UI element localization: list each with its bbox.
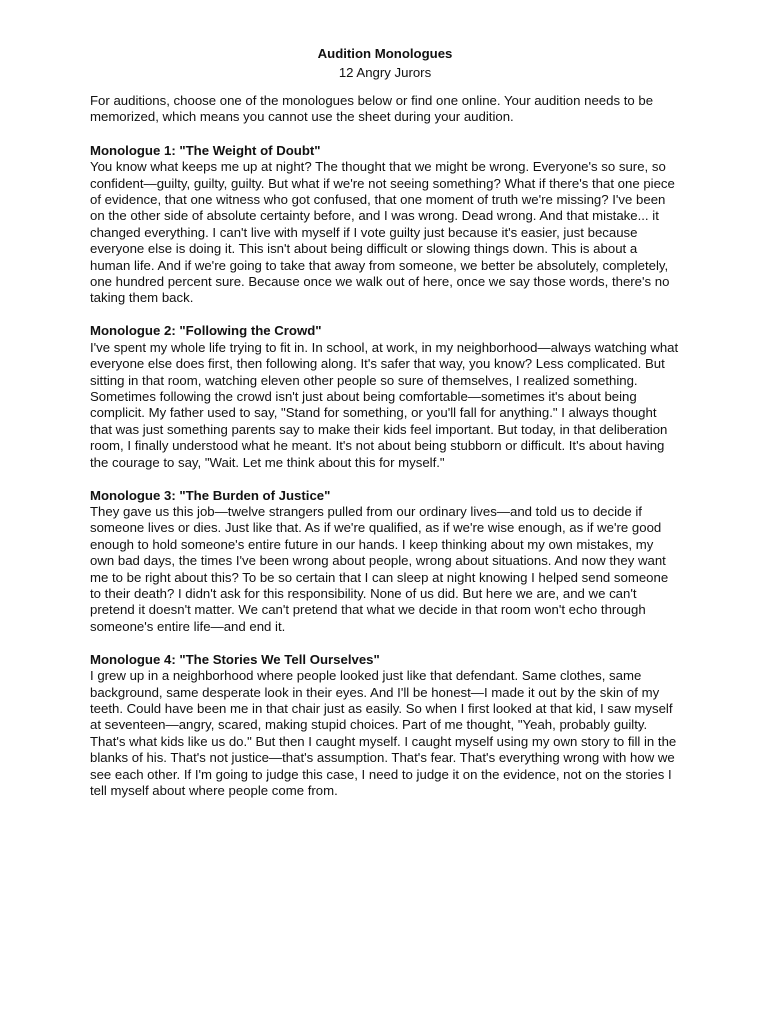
document-page bbox=[90, 44, 680, 816]
document-title: Audition Monologues bbox=[317, 46, 453, 61]
monologue-text: I grew up in a neighborhood where people looked just like that defendant. Same clothes, same background, same desperate look in their eyes. And I'll be honest—I made it out by the skin of my teeth. Could have been me in that chair just as easily. So when I first looked at that kid, I saw myself at seventeen—angry, scared, making stupid choices. Part of me thought, "Yeah, probably guilty. That's what kids like us do." But then I caught myself. I caught myself using my own story to fill in the blanks of his. That's not justice—that's assumption. That's fear. That's everything wrong with how we see each other. If I'm going to judge this case, I need to judge it on the evidence, not on the stories I tell myself about where people come from. bbox=[90, 668, 677, 798]
monologue-text: They gave us this job—twelve strangers pulled from our ordinary lives—and told us to decide if someone lives or dies. Just like that. As if we're qualified, as if we're wise enough, as if we're good enough to hold someone's entire future in our hands. I keep thinking about my own mistakes, my own bad days, the times I've been wrong about people, wrong about situations. And now they want me to be right about this? To be so certain that I can sleep at night knowing I helped send someone to their death? I didn't ask for this responsibility. None of us did. But here we are, and we can't pretend it doesn't matter. We can't pretend that what we decide in that room won't echo through someone's entire life—and end it. bbox=[90, 503, 669, 634]
monologue-heading: Monologue 1: "The Weight of Doubt" bbox=[90, 142, 321, 158]
document-subtitle: 12 Angry Jurors bbox=[338, 65, 432, 80]
intro-paragraph: For auditions, choose one of the monologues below or find one online. Your audition needs to be memorized, which means you cannot use the sheet during your audition. bbox=[90, 93, 654, 125]
monologue-heading: Monologue 2: "Following the Crowd" bbox=[90, 323, 322, 339]
monologue-4 bbox=[90, 652, 680, 800]
monologue-heading: Monologue 4: "The Stories We Tell Ourselves" bbox=[90, 651, 380, 667]
monologue-heading: Monologue 3: "The Burden of Justice" bbox=[90, 487, 331, 503]
monologue-text: I've spent my whole life trying to fit in. In school, at work, in my neighborhood—always watching what everyone else does first, then following along. It's safer that way, you know? Less complicated. But sitting in that room, watching eleven other people so sure of themselves, I realized something. Sometimes following the crowd isn't just about being comfortable—sometimes it's about being complicit. My father used to say, "Stand for something, or you'll fall for anything." I always thought that was just something parents say to make their kids feel important. But today, in that deliberation room, I finally understood what he meant. It's not about being stubborn or difficult. It's about having the courage to say, "Wait. Let me think about this for myself." bbox=[90, 339, 679, 470]
monologue-1 bbox=[90, 143, 680, 307]
monologue-2 bbox=[90, 323, 680, 471]
monologue-text: You know what keeps me up at night? The thought that we might be wrong. Everyone's so sure, so confident—guilty, guilty, guilty. But what if we're not seeing something? What if there's that one piece of evidence, that one witness who got confused, that one moment of truth we're missing? I've been on the other side of absolute certainty before, and I was wrong. Dead wrong. And that mistake... it changed everything. I can't live with myself if I vote guilty just because it's easier, just because everyone else is doing it. This isn't about being difficult or slowing things down. This is about a human life. And if we're going to take that away from someone, we better be absolutely, completely, one hundred percent sure. Because once we walk out of here, once we say those words, there's no taking them back. bbox=[90, 159, 675, 306]
monologue-3 bbox=[90, 488, 680, 636]
